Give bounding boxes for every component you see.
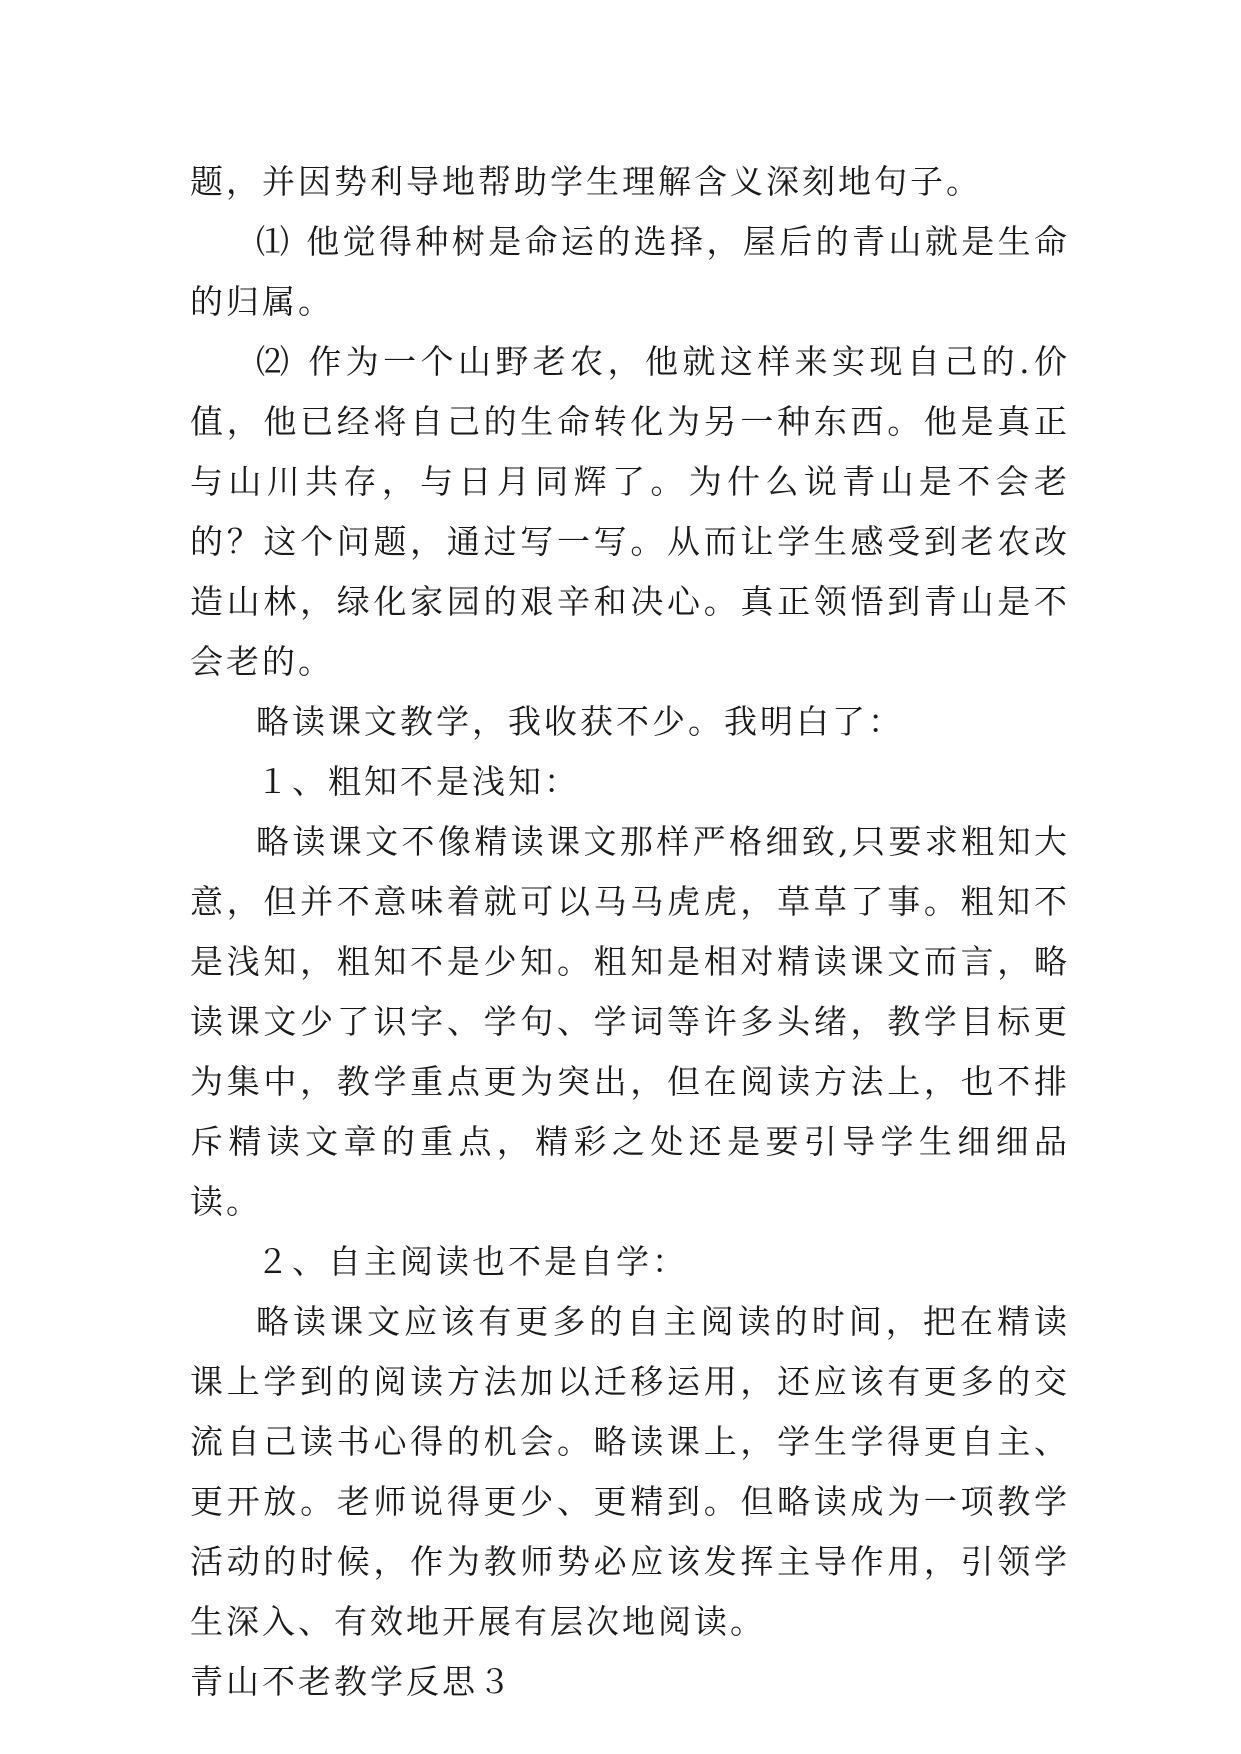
paragraph-continuation: 题，并因势利导地帮助学生理解含义深刻地句子。: [190, 162, 982, 201]
paragraph-subsection-1: 略读课文不像精读课文那样严格细致,只要求粗知大意，但并不意味着就可以马马虎虎，草草了事。粗知不是浅知，粗知不是少知。粗知是相对精读课文而言，略读课文少了识字、学句、学词等许多头绪，教学目标更为集中，教学重点更为突出，但在阅读方法上，也不排斥精读文章的重点，精彩之处还是要引导学生细细品读。: [190, 822, 1070, 1221]
paragraph-subsection-2: 略读课文应该有更多的自主阅读的时间，把在精读课上学到的阅读方法加以迁移运用，还应该有更多的交流自己读书心得的机会。略读课上，学生学得更自主、更开放。老师说得更少、更精到。但略读成为一项教学活动的时候，作为教师势必应该发挥主导作用，引领学生深入、有效地开展有层次地阅读。: [190, 1302, 1070, 1641]
paragraph-summary-intro: 略读课文教学，我收获不少。我明白了：: [256, 702, 904, 741]
paragraph-point-2: ⑵ 作为一个山野老农，他就这样来实现自己的.价值，他已经将自己的生命转化为另一种东西。他是真正与山川共存，与日月同辉了。为什么说青山是不会老的？这个问题，通过写一写。从而让学生感受到老农改造山林，绿化家园的艰辛和决心。真正领悟到青山是不会老的。: [190, 342, 1070, 681]
document-body: [190, 152, 1070, 1712]
subheading-1: １、粗知不是浅知：: [256, 762, 580, 801]
paragraph-point-1: ⑴ 他觉得种树是命运的选择，屋后的青山就是生命的归属。: [190, 222, 1070, 321]
section-title: 青山不老教学反思３: [190, 1662, 514, 1701]
subheading-2: ２、自主阅读也不是自学：: [256, 1242, 688, 1281]
